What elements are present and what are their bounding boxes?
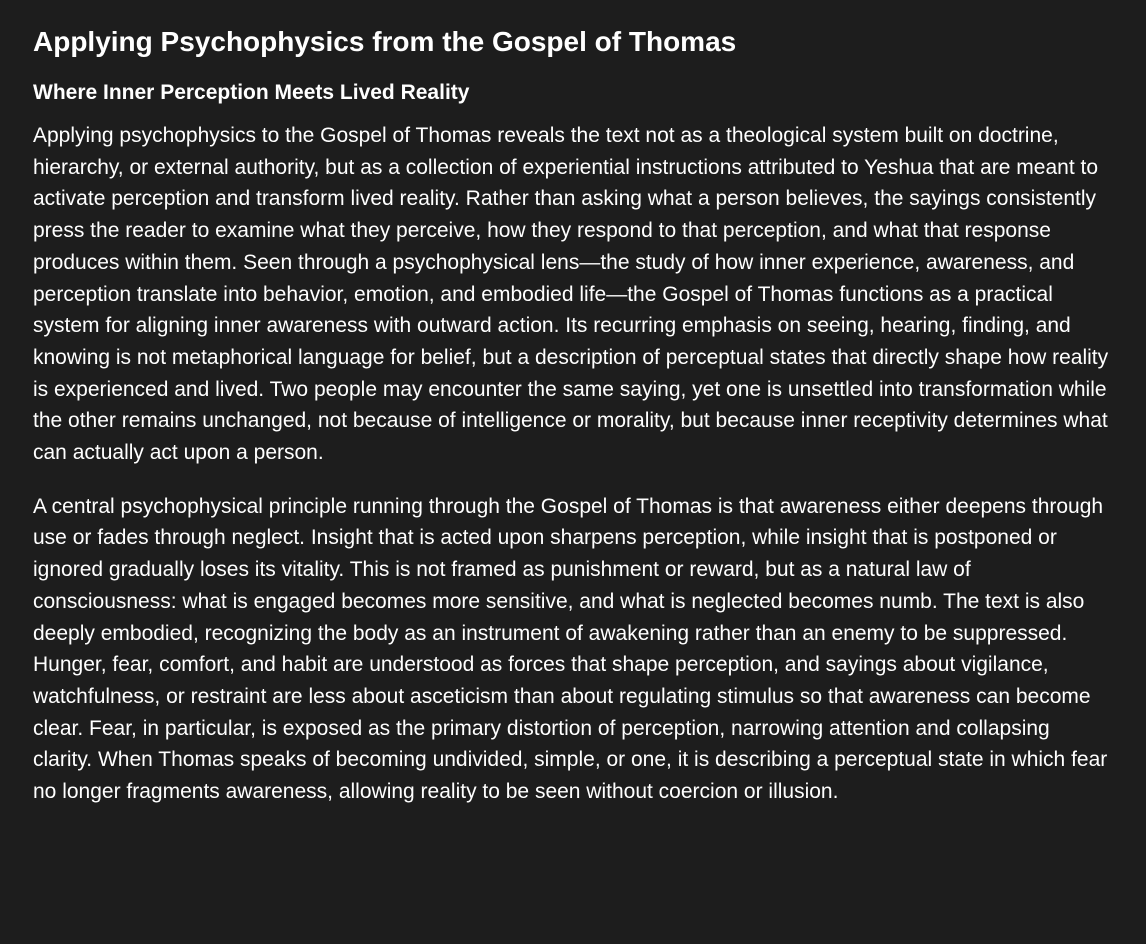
article-paragraph-2: A central psychophysical principle running through the Gospel of Thomas is that awareness either deepens through use or fades through neglect. Insight that is acted upon sharpens perception, while insight that is postponed or ignored gradually loses its vitality. This is not framed as punishment or reward, but as a natural law of consciousness: what is engaged becomes more sensitive, and what is neglected becomes numb. The text is also deeply embodied, recognizing the body as an instrument of awakening rather than an enemy to be suppressed. Hunger, fear, comfort, and habit are understood as forces that shape perception, and sayings about vigilance, watchfulness, or restraint are less about asceticism than about regulating stimulus so that awareness can become clear. Fear, in particular, is exposed as the primary distortion of perception, narrowing attention and collapsing clarity. When Thomas speaks of becoming undivided, simple, or one, it is describing a perceptual state in which fear no longer fragments awareness, allowing reality to be seen without coercion or illusion. (33, 494, 1108, 804)
article-paragraph-1: Applying psychophysics to the Gospel of Thomas reveals the text not as a theological system built on doctrine, hierarchy, or external authority, but as a collection of experiential instructions attributed to Yeshua that are meant to activate perception and transform lived reality. Rather than asking what a person believes, the sayings consistently press the reader to examine what they perceive, how they respond to that perception, and what that response produces within them. Seen through a psychophysical lens—the study of how inner experience, awareness, and perception translate into behavior, emotion, and embodied life—the Gospel of Thomas functions as a practical system for aligning inner awareness with outward action. Its recurring emphasis on seeing, hearing, finding, and knowing is not metaphorical language for belief, but a description of perceptual states that directly shape how reality is experienced and lived. Two people may encounter the same saying, yet one is unsettled into transformation while the other remains unchanged, not because of intelligence or morality, but because inner receptivity determines what can actually act upon a person. (33, 124, 1109, 465)
article-title: Applying Psychophysics from the Gospel of Thomas (33, 26, 737, 57)
article-subtitle: Where Inner Perception Meets Lived Reality (33, 81, 470, 104)
